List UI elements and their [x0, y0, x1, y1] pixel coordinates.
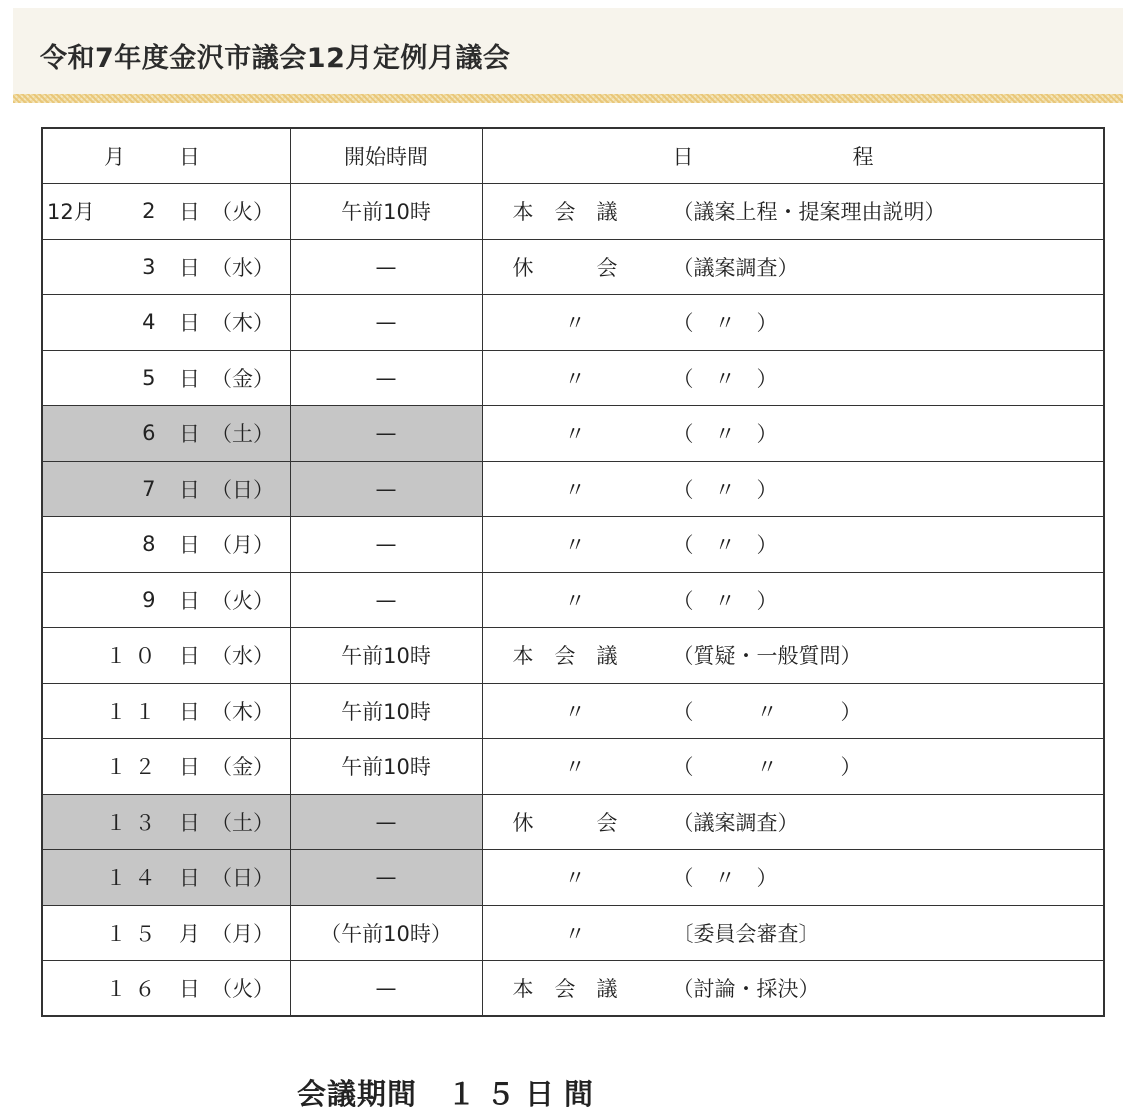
date-cell	[42, 683, 290, 739]
schedule-detail: 〔委員会審査〕	[672, 921, 820, 946]
weekday: （木）	[211, 699, 274, 724]
meeting-period	[297, 1072, 603, 1113]
schedule-item: 休 会	[512, 255, 618, 280]
meeting-period-value: １５日間	[447, 1077, 604, 1111]
schedule-cell	[482, 683, 1104, 739]
table-row	[42, 517, 1104, 573]
title-bar	[13, 8, 1123, 94]
schedule-detail: （ 〃 ）	[672, 477, 778, 502]
table-row	[42, 961, 1104, 1017]
schedule-item: 〃	[564, 477, 586, 502]
day-unit: 日	[179, 422, 200, 447]
start-time-cell: —	[290, 239, 482, 295]
schedule-item: 休 会	[512, 810, 618, 835]
schedule-item: 〃	[564, 311, 586, 336]
table-row	[42, 350, 1104, 406]
day-number: 8	[142, 532, 164, 557]
day-number: 5	[142, 365, 164, 390]
day-unit: 日	[179, 366, 200, 391]
schedule-item: 〃	[564, 366, 586, 391]
schedule-detail: （ 〃 ）	[672, 699, 862, 724]
weekday: （水）	[211, 644, 274, 669]
date-cell	[42, 461, 290, 517]
schedule-cell	[482, 905, 1104, 961]
schedule-cell	[482, 461, 1104, 517]
schedule-detail: （ 〃 ）	[672, 533, 778, 558]
date-cell	[42, 961, 290, 1017]
schedule-detail: （ 〃 ）	[672, 366, 778, 391]
start-time-cell: —	[290, 850, 482, 906]
schedule-cell	[482, 184, 1104, 240]
schedule-header	[482, 128, 1104, 184]
schedule-cell	[482, 517, 1104, 573]
schedule-cell	[482, 739, 1104, 795]
schedule-detail: （質疑・一般質問）	[672, 644, 862, 669]
weekday: （金）	[211, 755, 274, 780]
schedule-item: 〃	[564, 422, 586, 447]
table-row	[42, 905, 1104, 961]
date-cell	[42, 794, 290, 850]
schedule-detail: （議案調査）	[672, 810, 799, 835]
date-cell	[42, 350, 290, 406]
date-cell	[42, 905, 290, 961]
date-cell	[42, 850, 290, 906]
day-number: １１	[105, 699, 164, 724]
start-time-cell: —	[290, 295, 482, 351]
schedule-item: 本 会 議	[512, 200, 618, 225]
schedule-detail: （ 〃 ）	[672, 311, 778, 336]
day-number: 4	[142, 310, 164, 335]
table-row	[42, 406, 1104, 462]
weekday: （土）	[211, 810, 274, 835]
start-time-cell: 午前10時	[290, 184, 482, 240]
start-time-cell: —	[290, 572, 482, 628]
date-cell	[42, 517, 290, 573]
weekday: （月）	[211, 921, 274, 946]
weekday: （水）	[211, 255, 274, 280]
day-number: 2	[142, 199, 164, 224]
day-number: １２	[105, 755, 164, 780]
start-time-cell: —	[290, 961, 482, 1017]
day-number: １６	[105, 977, 164, 1001]
day-number: 7	[142, 476, 164, 501]
weekday: （木）	[211, 311, 274, 336]
day-unit: 日	[179, 200, 200, 225]
day-number: 3	[142, 254, 164, 279]
day-number: 6	[142, 421, 164, 446]
date-cell	[42, 295, 290, 351]
date-cell	[42, 572, 290, 628]
schedule-detail: （議案調査）	[672, 255, 799, 280]
meeting-period-label: 会議期間	[297, 1077, 418, 1111]
schedule-table	[41, 127, 1105, 1017]
table-row	[42, 184, 1104, 240]
start-time-cell: —	[290, 461, 482, 517]
table-row	[42, 739, 1104, 795]
start-time-cell: —	[290, 794, 482, 850]
table-row	[42, 850, 1104, 906]
table-row	[42, 572, 1104, 628]
day-unit: 日	[179, 311, 200, 336]
date-cell	[42, 739, 290, 795]
schedule-detail: （議案上程・提案理由説明）	[672, 200, 946, 225]
start-time-cell: —	[290, 517, 482, 573]
start-time-cell: 午前10時	[290, 739, 482, 795]
table-row	[42, 239, 1104, 295]
day-unit: 日	[179, 866, 200, 891]
day-number: １３	[105, 810, 164, 835]
schedule-item: 〃	[564, 533, 586, 558]
start-time-cell: —	[290, 350, 482, 406]
weekday: （土）	[211, 422, 274, 447]
day-number: １０	[105, 644, 164, 669]
weekday: （火）	[211, 200, 274, 225]
day-unit: 日	[179, 644, 200, 669]
schedule-cell	[482, 239, 1104, 295]
schedule-detail: （ 〃 ）	[672, 866, 778, 891]
schedule-item: 〃	[564, 866, 586, 891]
start-time-cell: 午前10時	[290, 683, 482, 739]
date-cell	[42, 184, 290, 240]
date-cell	[42, 406, 290, 462]
weekday: （月）	[211, 533, 274, 558]
table-row	[42, 794, 1104, 850]
weekday: （日）	[211, 477, 274, 502]
day-number: 9	[142, 587, 164, 612]
schedule-item: 〃	[564, 921, 586, 946]
schedule-cell	[482, 628, 1104, 684]
day-unit: 日	[179, 255, 200, 280]
day-unit: 日	[179, 477, 200, 502]
day-unit: 日	[179, 533, 200, 558]
schedule-item: 〃	[564, 755, 586, 780]
weekday: （火）	[211, 977, 274, 1001]
schedule-item: 〃	[564, 588, 586, 613]
date-cell	[42, 239, 290, 295]
table-row	[42, 461, 1104, 517]
day-unit: 月	[179, 921, 200, 946]
schedule-cell	[482, 406, 1104, 462]
date-header	[42, 128, 290, 184]
start-time-cell: —	[290, 406, 482, 462]
day-unit: 日	[179, 977, 200, 1001]
schedule-item: 本 会 議	[512, 977, 618, 1001]
schedule-detail: （ 〃 ）	[672, 755, 862, 780]
schedule-detail: （ 〃 ）	[672, 588, 778, 613]
schedule-detail: （ 〃 ）	[672, 422, 778, 447]
schedule-item: 本 会 議	[512, 644, 618, 669]
day-unit: 日	[179, 810, 200, 835]
month-header: 月	[104, 145, 125, 169]
schedule-cell	[482, 850, 1104, 906]
table-row	[42, 628, 1104, 684]
weekday: （火）	[211, 588, 274, 613]
month-prefix: 12月	[47, 200, 95, 225]
schedule-cell	[482, 794, 1104, 850]
day-unit: 日	[179, 755, 200, 780]
schedule-cell	[482, 295, 1104, 351]
schedule-item: 〃	[564, 699, 586, 724]
day-number: １５	[105, 921, 164, 946]
table-row	[42, 683, 1104, 739]
table-row	[42, 295, 1104, 351]
start-time-cell: 午前10時	[290, 628, 482, 684]
title-underline-decoration	[13, 94, 1123, 103]
schedule-header-char-1: 日	[672, 145, 694, 169]
start-time-cell: （午前10時）	[290, 905, 482, 961]
weekday: （金）	[211, 366, 274, 391]
schedule-cell	[482, 350, 1104, 406]
weekday: （日）	[211, 866, 274, 891]
schedule-detail: （討論・採決）	[672, 977, 820, 1001]
page-title: 令和7年度金沢市議会12月定例月議会	[40, 43, 511, 74]
schedule-cell	[482, 961, 1104, 1017]
start-time-header: 開始時間	[290, 128, 482, 184]
schedule-cell	[482, 572, 1104, 628]
day-number: １４	[105, 866, 164, 891]
schedule-header-char-2: 程	[852, 145, 874, 169]
day-header: 日	[179, 145, 200, 169]
day-unit: 日	[179, 699, 200, 724]
table-header-row	[42, 128, 1104, 184]
day-unit: 日	[179, 588, 200, 613]
date-cell	[42, 628, 290, 684]
